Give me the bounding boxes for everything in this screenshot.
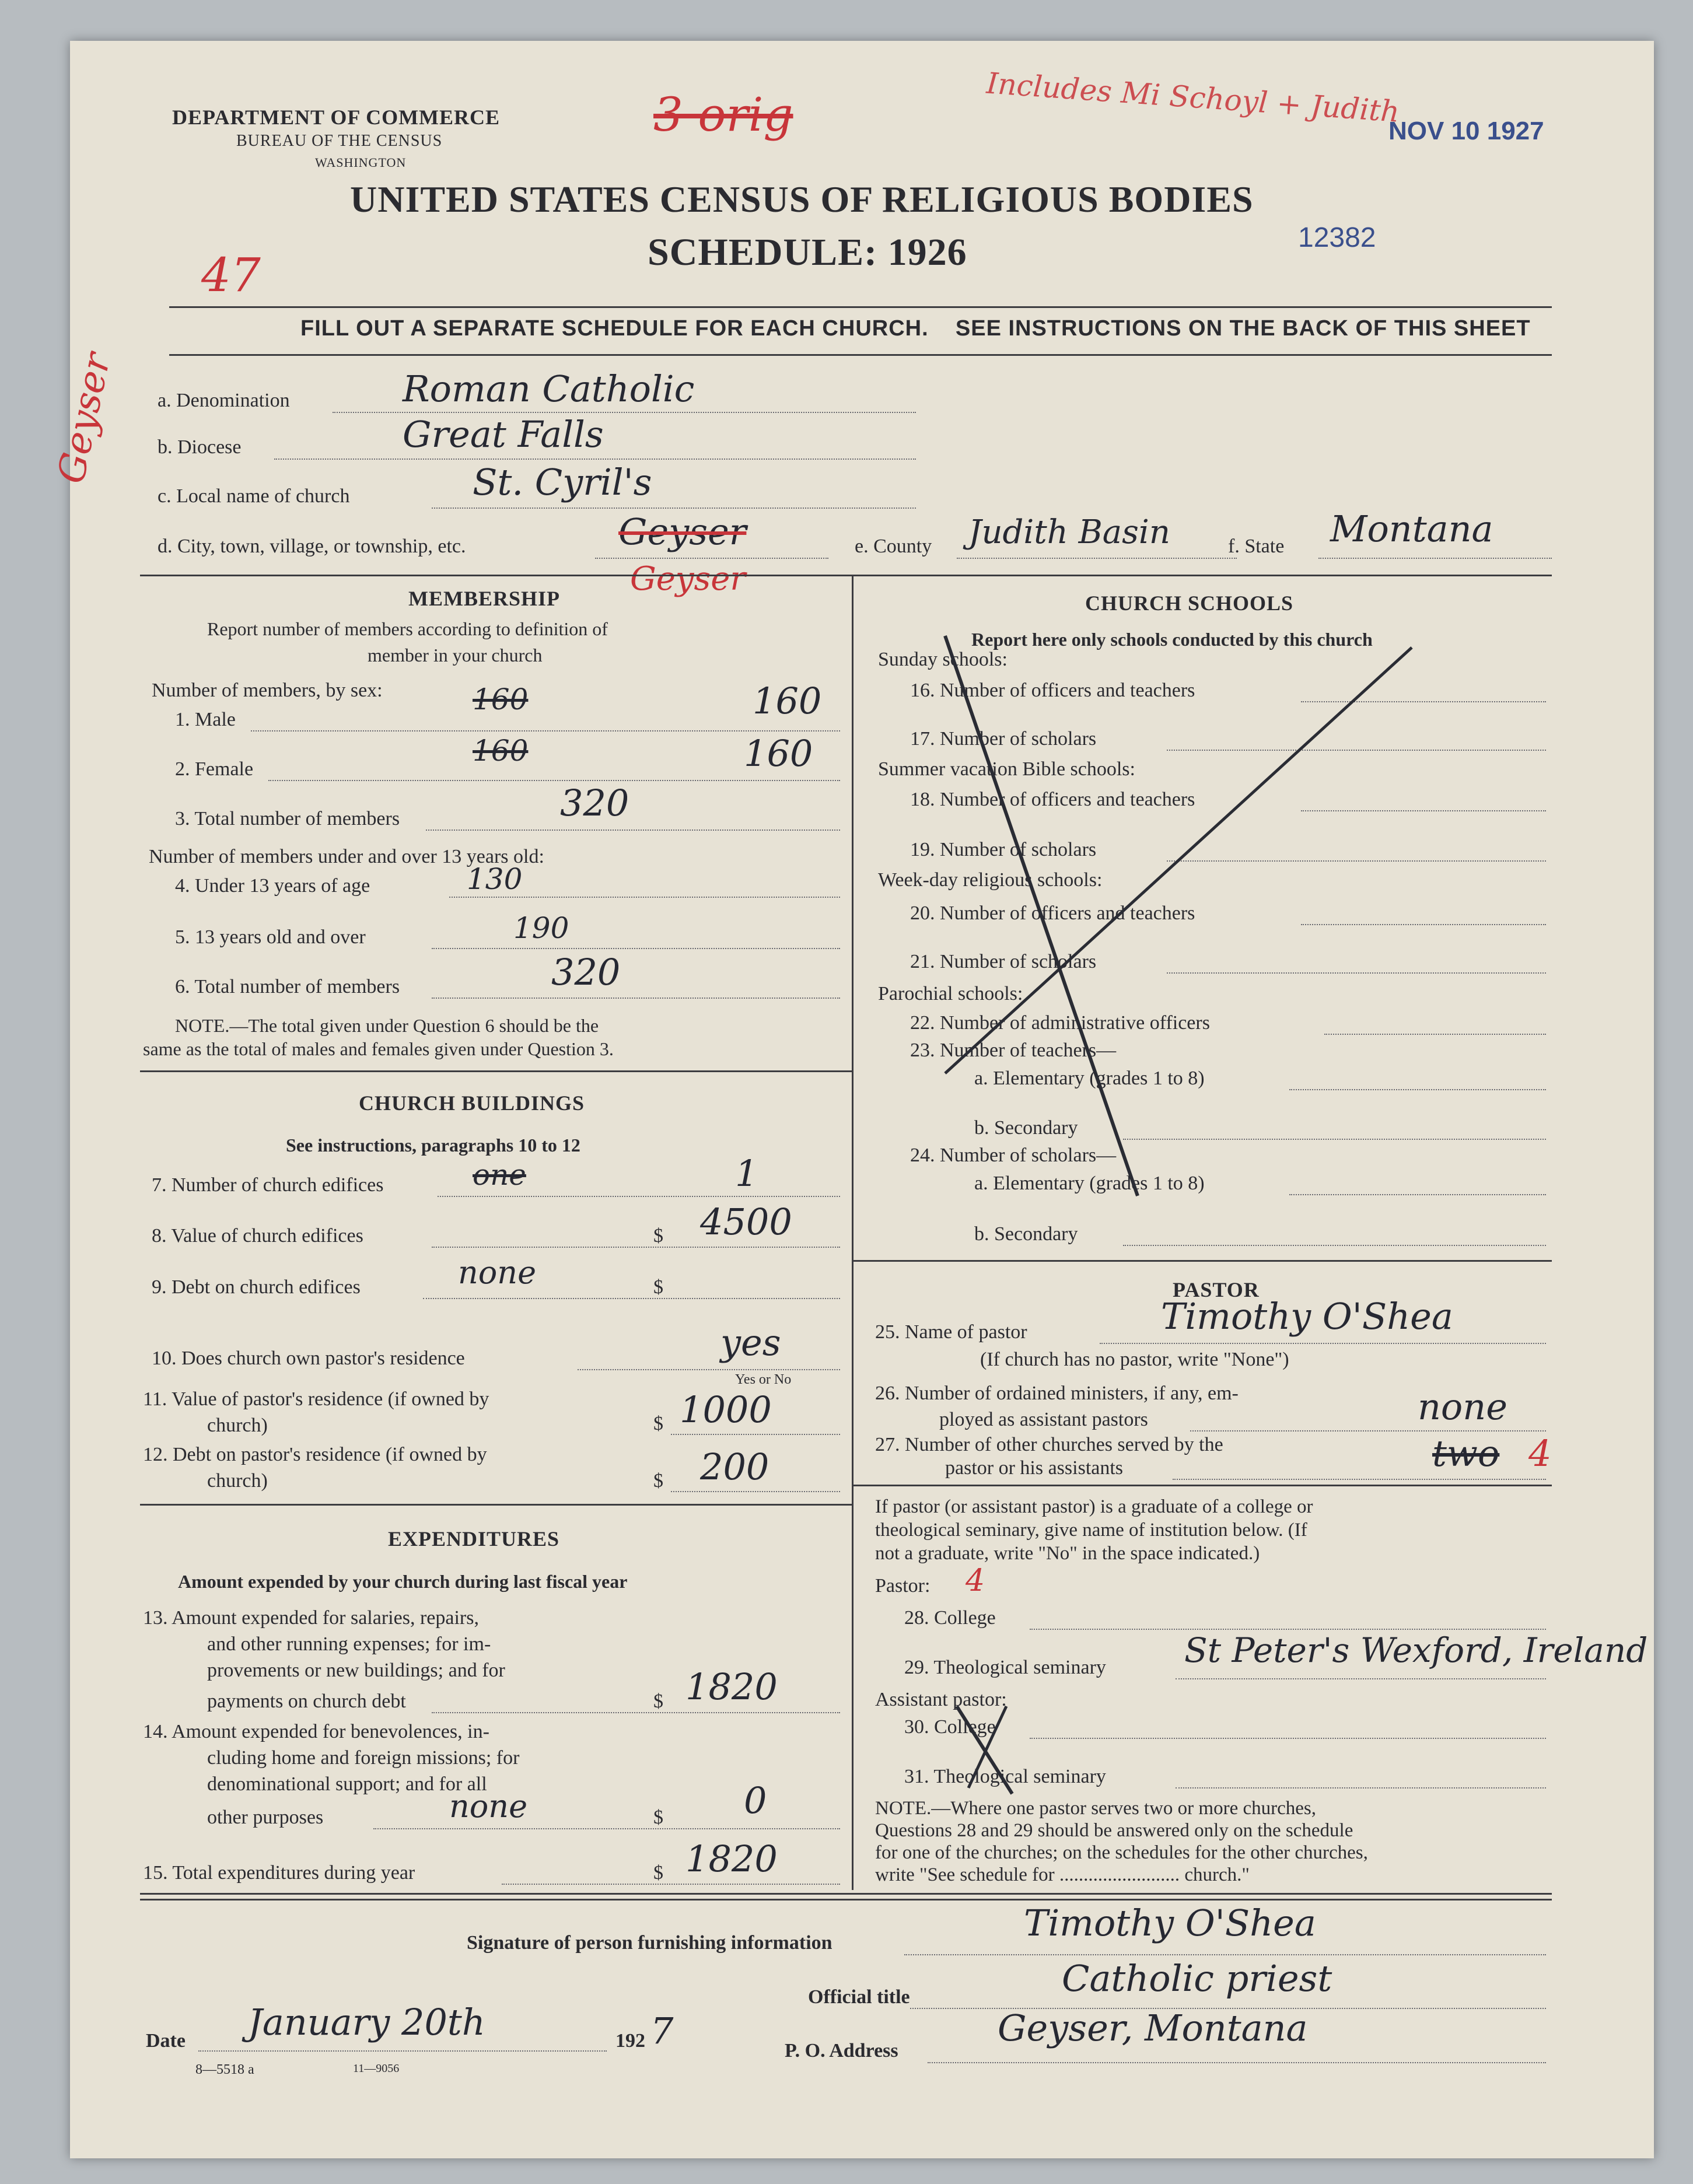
received-date-stamp: NOV 10 1927 [1388, 117, 1544, 145]
q25-note: (If church has no pastor, write "None") [980, 1349, 1289, 1370]
expenditures-heading: EXPENDITURES [388, 1527, 560, 1550]
q20-label: 20. Number of officers and teachers [910, 902, 1195, 924]
members-by-sex-label: Number of members, by sex: [152, 680, 383, 701]
dept-name: DEPARTMENT OF COMMERCE [172, 106, 501, 129]
weekday-schools-label: Week-day religious schools: [878, 869, 1103, 891]
q11-dollar: $ [653, 1413, 663, 1434]
q26-value[interactable]: none [1418, 1385, 1507, 1428]
q15-dollar: $ [653, 1862, 663, 1884]
membership-intro-1: Report number of members according to definition of [207, 618, 608, 639]
q14-dollar: $ [653, 1807, 663, 1828]
q24a-label: a. Elementary (grades 1 to 8) [974, 1172, 1205, 1194]
sunday-schools-label: Sunday schools: [878, 649, 1008, 670]
city-correction: Geyser [630, 560, 746, 598]
q15-value[interactable]: 1820 [685, 1838, 778, 1880]
q4-under13-label: 4. Under 13 years of age [175, 875, 370, 897]
q30-label: 30. College [904, 1716, 996, 1738]
q4-under13-value[interactable]: 130 [467, 862, 523, 896]
q6-total-label: 6. Total number of members [175, 976, 400, 998]
q9-value[interactable]: none [458, 1254, 537, 1291]
q12-label-cont: church) [207, 1470, 268, 1492]
assistant-pastor-label: Assistant pastor: [875, 1689, 1007, 1710]
members-by-age-label: Number of members under and over 13 years old: [149, 846, 544, 867]
denomination-label: a. Denomination [158, 390, 290, 411]
q13-value[interactable]: 1820 [685, 1665, 778, 1708]
q25-label: 25. Name of pastor [875, 1321, 1027, 1343]
margin-note: Includes Mi Schoyl + Judith [985, 66, 1401, 129]
q2-female-value[interactable]: 160 [744, 732, 813, 775]
q3-total-value[interactable]: 320 [560, 782, 629, 824]
q23-label: 23. Number of teachers— [910, 1040, 1117, 1061]
q14-label-d: other purposes [207, 1807, 324, 1828]
q26-label-cont: ployed as assistant pastors [939, 1409, 1148, 1430]
date-value[interactable]: January 20th [248, 2001, 485, 2043]
church-buildings-heading: CHURCH BUILDINGS [359, 1091, 585, 1115]
bureau-name: BUREAU OF THE CENSUS [236, 132, 443, 150]
diocese-label: b. Diocese [158, 436, 242, 458]
q8-label: 8. Value of church edifices [152, 1225, 363, 1247]
q8-dollar: $ [653, 1225, 663, 1247]
membership-note-1: NOTE.—The total given under Question 6 should be the [175, 1015, 599, 1036]
q5-over13-label: 5. 13 years old and over [175, 926, 366, 948]
q15-label: 15. Total expenditures during year [143, 1862, 415, 1884]
q23a-label: a. Elementary (grades 1 to 8) [974, 1068, 1205, 1089]
church-name-label: c. Local name of church [158, 485, 350, 507]
q8-value[interactable]: 4500 [700, 1200, 792, 1243]
bureau-city: WASHINGTON [315, 155, 407, 170]
q27-value[interactable]: two [1432, 1432, 1500, 1475]
city-value[interactable]: Geyser [618, 510, 747, 553]
graduate-instr-1: If pastor (or assistant pastor) is a graduate of a college or [875, 1496, 1313, 1517]
q12-label: 12. Debt on pastor's residence (if owned by [143, 1444, 487, 1465]
q27-label: 27. Number of other churches served by the [875, 1434, 1223, 1455]
q14-label-c: denominational support; and for all [207, 1773, 487, 1795]
membership-intro-2: member in your church [368, 645, 543, 666]
state-label: f. State [1228, 536, 1285, 557]
graduate-instr-2: theological seminary, give name of institution below. (If [875, 1520, 1307, 1541]
year-prefix: 192 [615, 2030, 645, 2052]
parochial-schools-label: Parochial schools: [878, 983, 1023, 1005]
q31-label: 31. Theological seminary [904, 1766, 1106, 1787]
q2-struck-value: 160 [473, 734, 529, 768]
pastor-sub-label: Pastor: [875, 1575, 931, 1597]
schools-strike-mark [922, 630, 1435, 1213]
membership-heading: MEMBERSHIP [408, 587, 561, 610]
q24b-label: b. Secondary [974, 1223, 1078, 1245]
q9-label: 9. Debt on church edifices [152, 1276, 361, 1298]
official-title-value[interactable]: Catholic priest [1062, 1957, 1332, 2000]
q14-value-zero: 0 [744, 1779, 767, 1822]
form-subtitle: SCHEDULE: 1926 [648, 231, 967, 274]
city-label: d. City, town, village, or township, etc. [158, 536, 466, 557]
q26-label: 26. Number of ordained ministers, if any, em- [875, 1382, 1239, 1404]
q25-value[interactable]: Timothy O'Shea [1161, 1295, 1453, 1338]
denomination-value[interactable]: Roman Catholic [403, 368, 695, 410]
q13-label-c: provements or new buildings; and for [207, 1660, 505, 1681]
q1-male-value[interactable]: 160 [753, 680, 822, 722]
q7-label: 7. Number of church edifices [152, 1174, 384, 1196]
q24-label: 24. Number of scholars— [910, 1144, 1117, 1166]
q13-label-b: and other running expenses; for im- [207, 1633, 491, 1655]
q1-struck-value: 160 [473, 682, 529, 716]
q10-label: 10. Does church own pastor's residence [152, 1348, 465, 1369]
church-schools-intro: Report here only schools conducted by this church [971, 629, 1373, 650]
q23b-label: b. Secondary [974, 1117, 1078, 1139]
pastor-note-3: for one of the churches; on the schedules for the other churches, [875, 1842, 1368, 1863]
red-orig-mark: 3 orig [653, 88, 793, 142]
print-number: 11—9056 [353, 2062, 400, 2075]
pastor-note-2: Questions 28 and 29 should be answered only on the schedule [875, 1820, 1353, 1841]
q14-value[interactable]: none [449, 1788, 528, 1825]
form-title: UNITED STATES CENSUS OF RELIGIOUS BODIES [350, 178, 1254, 220]
pastor-note-4: write "See schedule for ......................... church." [875, 1864, 1250, 1885]
red-number-mark: 47 [201, 248, 261, 302]
q2-female-label: 2. Female [175, 758, 254, 780]
county-label: e. County [855, 536, 932, 557]
schedule-number: 12382 [1298, 222, 1376, 253]
q27-label-cont: pastor or his assistants [945, 1457, 1124, 1479]
signature-label: Signature of person furnishing information [467, 1932, 832, 1954]
church-schools-heading: CHURCH SCHOOLS [1085, 592, 1294, 615]
q22-label: 22. Number of administrative officers [910, 1012, 1210, 1034]
q16-label: 16. Number of officers and teachers [910, 680, 1195, 701]
q19-label: 19. Number of scholars [910, 839, 1097, 860]
q5-over13-value[interactable]: 190 [513, 911, 569, 945]
q12-dollar: $ [653, 1470, 663, 1492]
po-address-value[interactable]: Geyser, Montana [998, 2007, 1308, 2049]
q29-value[interactable]: St Peter's Wexford, Ireland [1184, 1630, 1648, 1670]
margin-geyser-note: Geyser [50, 349, 120, 488]
q17-label: 17. Number of scholars [910, 728, 1097, 750]
q28-label: 28. College [904, 1607, 996, 1629]
church-buildings-sub: See instructions, paragraphs 10 to 12 [286, 1135, 580, 1156]
graduate-instr-3: not a graduate, write "No" in the space indicated.) [875, 1543, 1260, 1564]
signature-value[interactable]: Timothy O'Shea [1024, 1902, 1316, 1944]
membership-note-2: same as the total of males and females given under Question 3. [143, 1038, 614, 1059]
q21-label: 21. Number of scholars [910, 951, 1097, 972]
q27-red-mark: 4 [1528, 1432, 1552, 1475]
county-value[interactable]: Judith Basin [968, 513, 1170, 551]
assistant-strike-mark [951, 1700, 1021, 1800]
q7-struck-value: one [473, 1158, 526, 1192]
q1-male-label: 1. Male [175, 709, 236, 730]
q9-dollar: $ [653, 1276, 663, 1298]
q3-total-label: 3. Total number of members [175, 808, 400, 830]
official-title-label: Official title [808, 1986, 910, 2008]
po-address-label: P. O. Address [785, 2040, 898, 2062]
pastor-red-mark: 4 [966, 1563, 985, 1598]
q13-dollar: $ [653, 1690, 663, 1712]
q12-value[interactable]: 200 [700, 1446, 769, 1488]
diocese-value[interactable]: Great Falls [403, 413, 604, 456]
pastor-heading: PASTOR [1173, 1278, 1260, 1301]
q18-label: 18. Number of officers and teachers [910, 789, 1195, 810]
summer-schools-label: Summer vacation Bible schools: [878, 758, 1135, 780]
yes-no-hint: Yes or No [735, 1372, 792, 1387]
q14-label-b: cluding home and foreign missions; for [207, 1747, 520, 1769]
q6-total-value[interactable]: 320 [551, 951, 621, 993]
church-name-value[interactable]: St. Cyril's [473, 461, 652, 503]
state-value[interactable]: Montana [1330, 508, 1493, 550]
q14-label: 14. Amount expended for benevolences, in- [143, 1721, 489, 1742]
q7-value[interactable]: 1 [735, 1152, 758, 1195]
date-label: Date [146, 2030, 186, 2052]
q11-value[interactable]: 1000 [680, 1388, 772, 1431]
form-number: 8—5518 a [195, 2062, 254, 2077]
year-digit[interactable]: 7 [650, 2010, 674, 2052]
q13-label: 13. Amount expended for salaries, repairs, [143, 1607, 479, 1629]
q11-label-cont: church) [207, 1415, 268, 1436]
pastor-note-1: NOTE.—Where one pastor serves two or more churches, [875, 1798, 1316, 1819]
instruction-banner: FILL OUT A SEPARATE SCHEDULE FOR EACH CHURCH. SEE INSTRUCTIONS ON THE BACK OF THIS SHEET [300, 316, 1531, 341]
q29-label: 29. Theological seminary [904, 1657, 1106, 1678]
q10-value[interactable]: yes [720, 1321, 781, 1364]
q13-label-d: payments on church debt [207, 1690, 406, 1712]
expenditures-sub: Amount expended by your church during last fiscal year [178, 1571, 628, 1592]
q11-label: 11. Value of pastor's residence (if owned by [143, 1388, 489, 1410]
